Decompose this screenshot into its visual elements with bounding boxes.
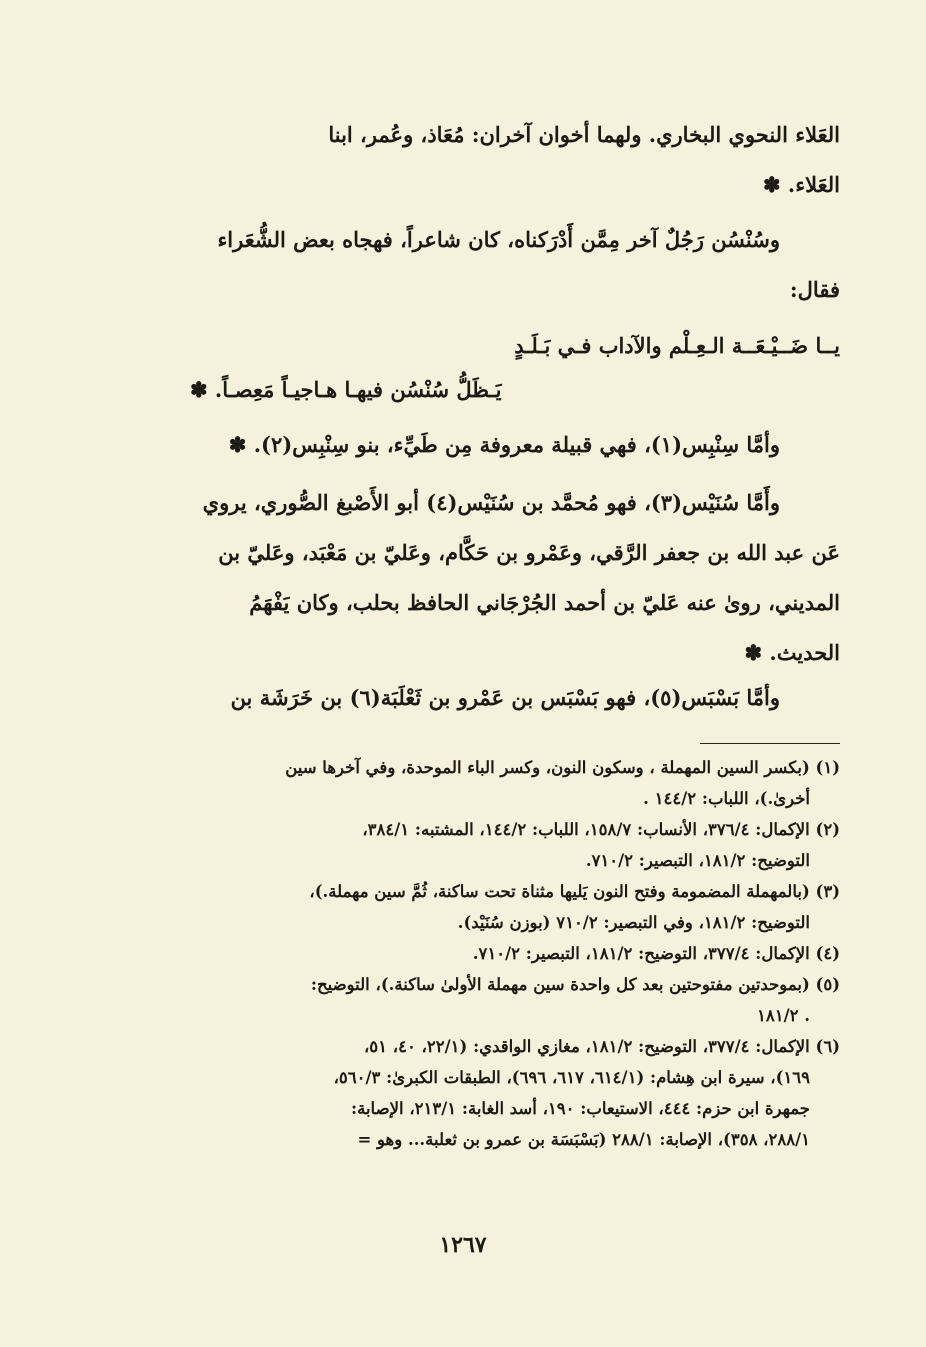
footnotes [140, 752, 840, 1155]
footnote-line: التوضيح: ١٨١/٢، وفي التبصير: ٧١٠/٢ (بوزن سُنَيْد). [457, 913, 810, 932]
footnote-line: . ١٨١/٢ [757, 1006, 810, 1025]
verse-first-hemistich: يــا ضَــيْـعَــة الـعِـلْم والآداب فـي بَـلَـدٍ [514, 333, 840, 358]
footnote-line: جمهرة ابن حزم: ٤٤٤، الاستيعاب: ١٩٠، أسد الغابة: ٢١٣/١، الإصابة: [351, 1099, 810, 1118]
footnote-line: (٤) الإكمال: ٣٧٧/٤، التوضيح: ١٨١/٢، التبصير: ٧١٠/٢. [472, 944, 840, 963]
text-line: فقال: [789, 277, 840, 302]
paragraph-sinbis [140, 420, 840, 470]
page-number: ١٢٦٧ [439, 1232, 487, 1258]
footnote-line: (٢) الإكمال: ٣٧٦/٤، الأنساب: ١٥٨/٧، اللباب: ١٤٤/٢، المشتبه: ٣٨٤/١، [362, 820, 840, 839]
text-line: عَن عبد الله بن جعفر الرَّقي، وعَمْرو بن حَكَّام، وعَليّ بن مَعْبَد، وعَليّ بن [218, 540, 840, 565]
verse-second-hemistich: يَـظَلُّ سُنْسُن فيهـا هـاجيـاً مَعِصـاً. ✽ [190, 377, 502, 402]
footnote-line: أخرىٰ.)، اللباب: ١٤٤/٢ . [643, 789, 810, 808]
text-line: العَلاء. ✽ [763, 172, 840, 197]
footnote-3 [140, 876, 840, 938]
text-line: المديني، روىٰ عنه عَليّ بن أحمد الجُرْجَاني الحافظ بحلب، وكان يَفْهَمُ [249, 590, 840, 615]
footnote-line: (١) (بكسر السين المهملة ، وسكون النون، وكسر الباء الموحدة، وفي آخرها سين [285, 758, 840, 777]
paragraph-basbas [140, 673, 840, 723]
footnote-5 [140, 969, 840, 1031]
footnote-line: ٢٨٨/١، ٣٥٨)، الإصابة: ٢٨٨/١ (بَسْبَسَة بن عمرو بن ثعلبة... وهو = [357, 1130, 810, 1149]
paragraph-sunsun [140, 215, 840, 315]
footnote-line: (٦) الإكمال: ٣٧٧/٤، التوضيح: ١٨١/٢، مغازي الواقدي: (٢٢/١، ٤٠، ٥١، [363, 1037, 840, 1056]
footnote-separator [700, 743, 840, 744]
footnote-2 [140, 814, 840, 876]
footnote-line: التوضيح: ١٨١/٢، التبصير: ٧١٠/٢. [585, 851, 810, 870]
footnote-6 [140, 1031, 840, 1155]
footnote-line: (٥) (بموحدتين مفتوحتين بعد كل واحدة سين مهملة الأولىٰ ساكنة.)، التوضيح: [310, 975, 840, 994]
footnote-line: ١٦٩)، سيرة ابن هِشام: (٦١٤/١، ٦١٧، ٦٩٦)، الطبقات الكبرىٰ: ٥٦٠/٣، [333, 1068, 810, 1087]
text-line: وأَمَّا سُنَيْس(٣)، فهو مُحمَّد بن سُنَيْس(٤) أبو الأَصْبغ الصُّوري، يروي [202, 490, 780, 515]
text-line: الحديث. ✽ [744, 640, 840, 665]
paragraph-sunays [140, 478, 840, 678]
text-line: وسُنْسُن رَجُلٌ آخر مِمَّن أَدْرَكناه، كان شاعراً، فهجاه بعض الشُّعَراء [217, 227, 780, 252]
footnote-4 [140, 938, 840, 969]
text-line: العَلاء النحوي البخاري. ولهما أخوان آخران: مُعَاذ، وعُمر، ابنا [328, 122, 840, 147]
text-line: وأمَّا سِنْبِس(١)، فهي قبيلة معروفة مِن طَيِّء، بنو سِنْبِس(٢). ✽ [228, 432, 780, 457]
footnote-1 [140, 752, 840, 814]
text-line: وأمَّا بَسْبَس(٥)، فهو بَسْبَس بن عَمْرو بن ثَعْلَبَة(٦) بن خَرَشَة بن [230, 685, 780, 710]
footnote-line: (٣) (بالمهملة المضمومة وفتح النون يَليها مثناة تحت ساكنة، ثُمَّ سين مهملة.)، [309, 882, 840, 901]
paragraph-alaa [140, 110, 840, 210]
